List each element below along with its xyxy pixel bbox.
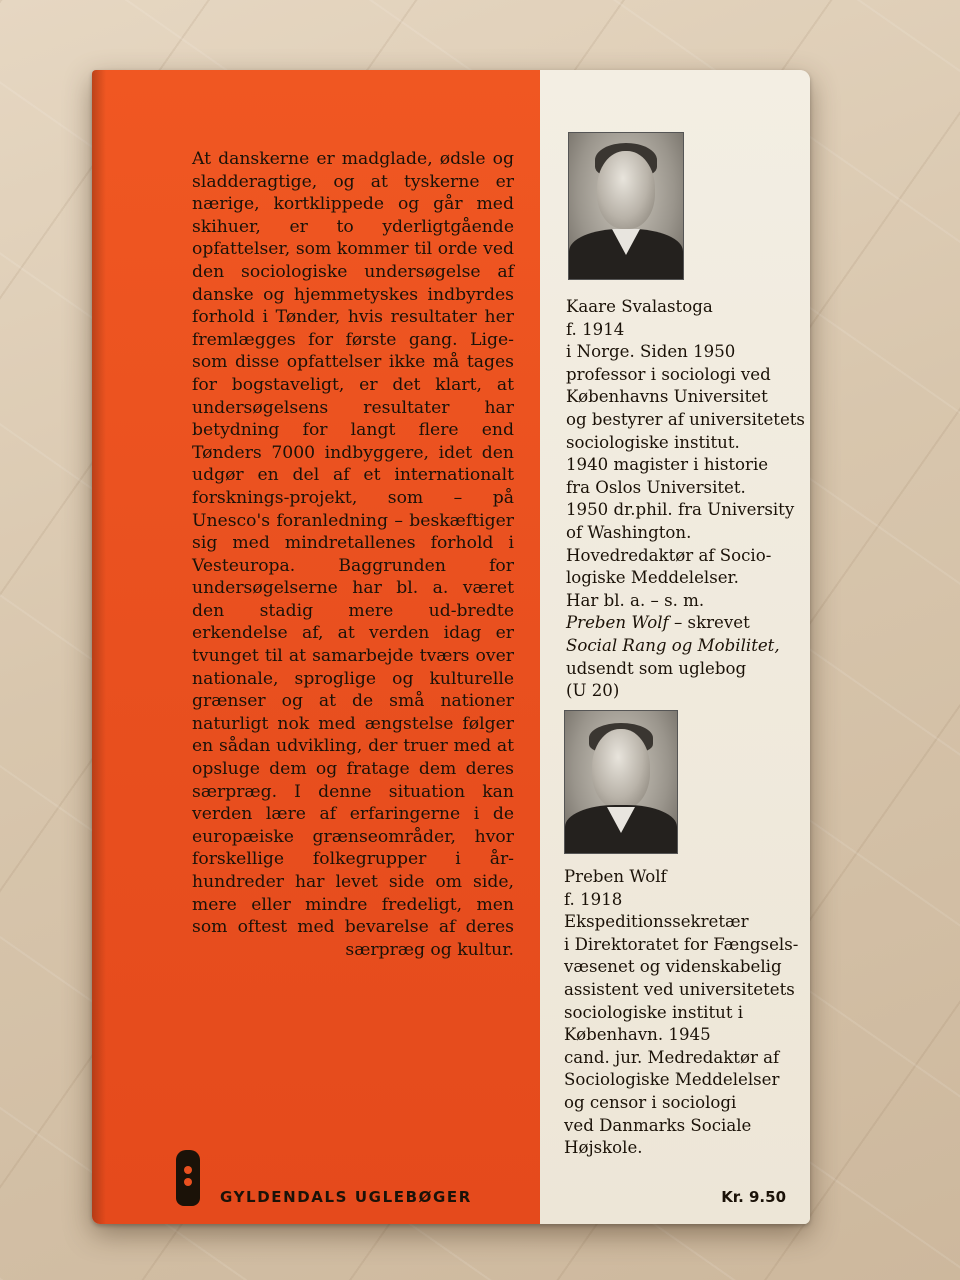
- author1-photo: [568, 132, 684, 280]
- orange-panel: [92, 70, 540, 1224]
- author2-name: Preben Wolf: [564, 867, 667, 886]
- cream-panel: [540, 70, 810, 1224]
- author1-bio-main: f. 1914 i Norge. Siden 1950 professor i sociologi ved Københavns Universitet og bestyrer af universitetets sociologiske institut. 1940 magister i historie fra Oslos Universitet. 1950 dr.phil. fra University of Washington. Hovedredaktør af Socio- logiske Meddelelser. Har bl. a. – s. m.: [566, 319, 805, 610]
- author2-photo: [564, 710, 678, 854]
- author1-bio: [566, 296, 810, 703]
- blurb-paragraph: At danskerne er madglade, ødsle og sladderagtige, og at tyskerne er nærige, kortklippede og går med skihuer, er to yderligtgående opfattelser, som kommer til orde ved den sociologiske undersøgelse af danske og hjemmetyskes indbyrdes forhold i Tønder, hvis resultater her fremlægges for første gang. Lige-som disse opfattelser ikke må tages for bogstaveligt, er det klart, at undersøgelsens resultater har betydning for langt flere end Tønders 7000 indbyggere, idet den udgør en del af et internationalt forsknings-projekt, som – på Unesco's foranledning – beskæftiger sig med mindretallenes forhold i Vesteuropa. Baggrunden for undersøgelserne har bl. a. været den stadig mere ud-bredte erkendelse af, at verden idag er tvunget til at samarbejde tværs over nationale, sproglige og kulturelle grænser og at de små nationer naturligt nok med ængstelse følger en sådan udvikling, der truer med at opsluge dem og fratage dem deres særpræg. I denne situation kan verden lære af erfaringerne i de europæiske grænseområder, hvor forskellige folkegrupper i år-hundreder har levet side om side, mere eller mindre fredeligt, men som oftest med bevarelse af deres særpræg og kultur.: [192, 149, 514, 960]
- author2-bio-text: f. 1918 Ekspeditionssekretær i Direktoratet for Fængsels- væsenet og videnskabelig assistent ved universitetets sociologiske institut i København. 1945 cand. jur. Medredaktør af Sociologiske Meddelelser og censor i sociologi ved Danmarks Sociale Højskole.: [564, 889, 799, 1158]
- author1-bio-end: udsendt som uglebog (U 20): [566, 658, 747, 701]
- author1-coauthor: Preben Wolf: [566, 613, 669, 633]
- spine-shadow: [92, 70, 106, 1224]
- author1-book-title: Social Rang og Mobilitet,: [566, 635, 780, 655]
- book-back-cover: [92, 70, 810, 1224]
- owl-icon: [176, 1150, 200, 1206]
- author2-bio: [564, 866, 810, 1160]
- price-label: Kr. 9.50: [721, 1188, 786, 1206]
- author1-bio-mid: – skrevet: [668, 613, 750, 633]
- publisher-name: GYLDENDALS UGLEBØGER: [220, 1188, 472, 1206]
- owl-eye-upper: [184, 1166, 192, 1174]
- blurb-text: [192, 148, 514, 961]
- author1-name: Kaare Svalastoga: [566, 297, 713, 316]
- owl-eye-lower: [184, 1178, 192, 1186]
